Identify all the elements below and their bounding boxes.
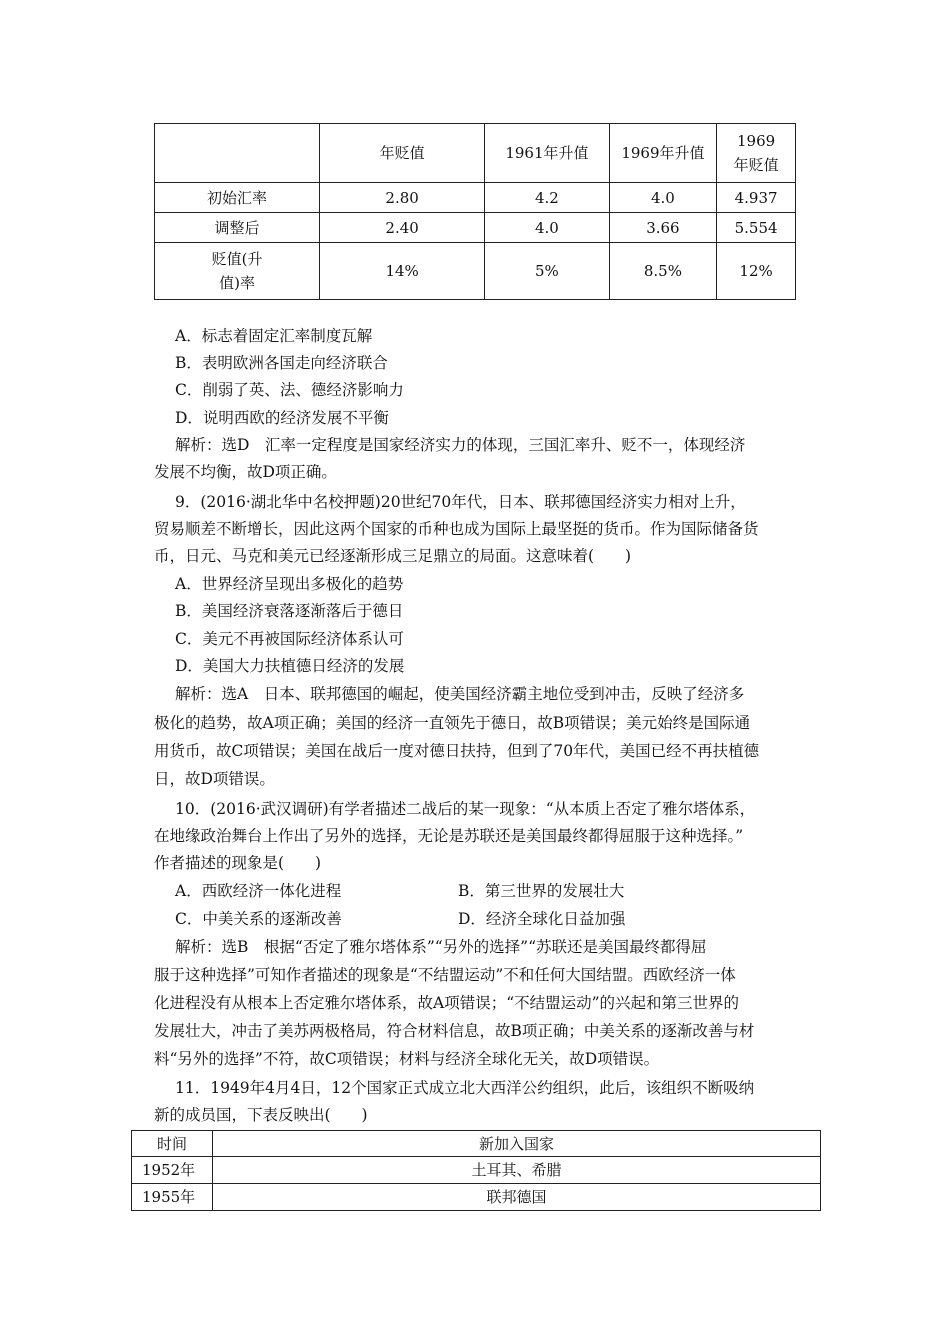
table-row: [155, 183, 796, 213]
option-a: A．标志着固定汇率制度瓦解: [175, 327, 373, 345]
table-cell: 调整后: [155, 213, 320, 243]
analysis-line: 解析：选B 根据“否定了雅尔塔体系”“另外的选择”“苏联还是美国最终都得屈: [175, 938, 707, 956]
table-cell: 2.40: [320, 213, 485, 243]
analysis-line: 极化的趋势，故A项正确；美国的经济一直领先于德日，故B项错误；美元始终是国际通: [154, 714, 751, 732]
table-row: [132, 1157, 821, 1184]
analysis-line: 服于这种选择”可知作者描述的现象是“不结盟运动”不和任何大国结盟。西欧经济一体: [154, 966, 736, 984]
table-cell: 4.2: [485, 183, 609, 213]
table-cell: 3.66: [609, 213, 717, 243]
analysis-line: 解析：选A 日本、联邦德国的崛起，使美国经济霸主地位受到冲击，反映了经济多: [175, 685, 745, 703]
table-header-cell: 1969年升值: [609, 124, 717, 183]
table-cell: 4.0: [609, 183, 717, 213]
option-d: D．说明西欧的经济发展不平衡: [175, 409, 389, 427]
option-a: A．西欧经济一体化进程: [175, 882, 342, 900]
analysis-line: 化进程没有从根本上否定雅尔塔体系，故A项错误；“不结盟运动”的兴起和第三世界的: [154, 994, 740, 1012]
analysis-line: 日，故D项错误。: [154, 770, 275, 788]
question-stem: 贸易顺差不断增长，因此这两个国家的币种也成为国际上最坚挺的货币。作为国际储备货: [154, 520, 759, 538]
table-cell: 12%: [717, 243, 796, 300]
question-stem: 新的成员国，下表反映出( ): [154, 1106, 368, 1124]
question-stem: 币，日元、马克和美元已经逐渐形成三足鼎立的局面。这意味着( ): [154, 547, 632, 565]
question-stem: 11．1949年4月4日，12个国家正式成立北大西洋公约组织，此后，该组织不断吸纳: [175, 1079, 755, 1097]
question-stem: 9．(2016·湖北华中名校押题)20世纪70年代，日本、联邦德国经济实力相对上升，: [175, 493, 746, 511]
question-stem: 10．(2016·武汉调研)有学者描述二战后的某一现象：“从本质上否定了雅尔塔体系，: [175, 800, 756, 818]
option-d: D．美国大力扶植德日经济的发展: [175, 657, 405, 675]
option-c: C．中美关系的逐渐改善: [175, 910, 342, 928]
table-header-cell: 新加入国家: [213, 1131, 821, 1157]
option-a: A．世界经济呈现出多极化的趋势: [175, 575, 404, 593]
table-cell: 联邦德国: [213, 1184, 821, 1211]
option-c: C．削弱了英、法、德经济影响力: [175, 381, 404, 399]
table-header-cell: 1961年升值: [485, 124, 609, 183]
analysis-line: 发展不均衡，故D项正确。: [154, 463, 337, 481]
table-cell: 初始汇率: [155, 183, 320, 213]
analysis-line: 料“另外的选择”不符，故C项错误；材料与经济全球化无关，故D项错误。: [154, 1050, 660, 1068]
table-cell: 贬值(升 值)率: [155, 243, 320, 300]
exchange-rate-table: [154, 123, 796, 300]
option-d: D．经济全球化日益加强: [458, 910, 626, 928]
table-cell: 1952年: [132, 1157, 213, 1184]
table-cell: 8.5%: [609, 243, 717, 300]
question-stem: 作者描述的现象是( ): [154, 854, 322, 872]
option-b: B．美国经济衰落逐渐落后于德日: [175, 602, 404, 620]
nato-members-table: [131, 1130, 821, 1211]
table-cell: 4.0: [485, 213, 609, 243]
table-header-cell: [155, 124, 320, 183]
table-header-cell: 时间: [132, 1131, 213, 1157]
analysis-line: 用货币，故C项错误；美国在战后一度对德日扶持，但到了70年代，美国已经不再扶植德: [154, 742, 760, 760]
analysis-line: 发展壮大，冲击了美苏两极格局，符合材料信息，故B项正确；中美关系的逐渐改善与材: [154, 1022, 755, 1040]
table-header-cell: 1969 年贬值: [717, 124, 796, 183]
question-stem: 在地缘政治舞台上作出了另外的选择，无论是苏联还是美国最终都得屈服于这种选择。”: [154, 827, 744, 845]
option-b: B．表明欧洲各国走向经济联合: [175, 354, 388, 372]
table-row: [132, 1184, 821, 1211]
table-cell: 土耳其、希腊: [213, 1157, 821, 1184]
table-cell: 5%: [485, 243, 609, 300]
table-header-cell: 年贬值: [320, 124, 485, 183]
table-cell: 1955年: [132, 1184, 213, 1211]
analysis-line: 解析：选D 汇率一定程度是国家经济实力的体现，三国汇率升、贬不一，体现经济: [175, 436, 746, 454]
table-cell: 14%: [320, 243, 485, 300]
option-b: B．第三世界的发展壮大: [458, 882, 625, 900]
table-cell: 5.554: [717, 213, 796, 243]
option-c: C．美元不再被国际经济体系认可: [175, 630, 404, 648]
table-cell: 4.937: [717, 183, 796, 213]
table-row: [155, 213, 796, 243]
table-row: [155, 243, 796, 300]
table-cell: 2.80: [320, 183, 485, 213]
